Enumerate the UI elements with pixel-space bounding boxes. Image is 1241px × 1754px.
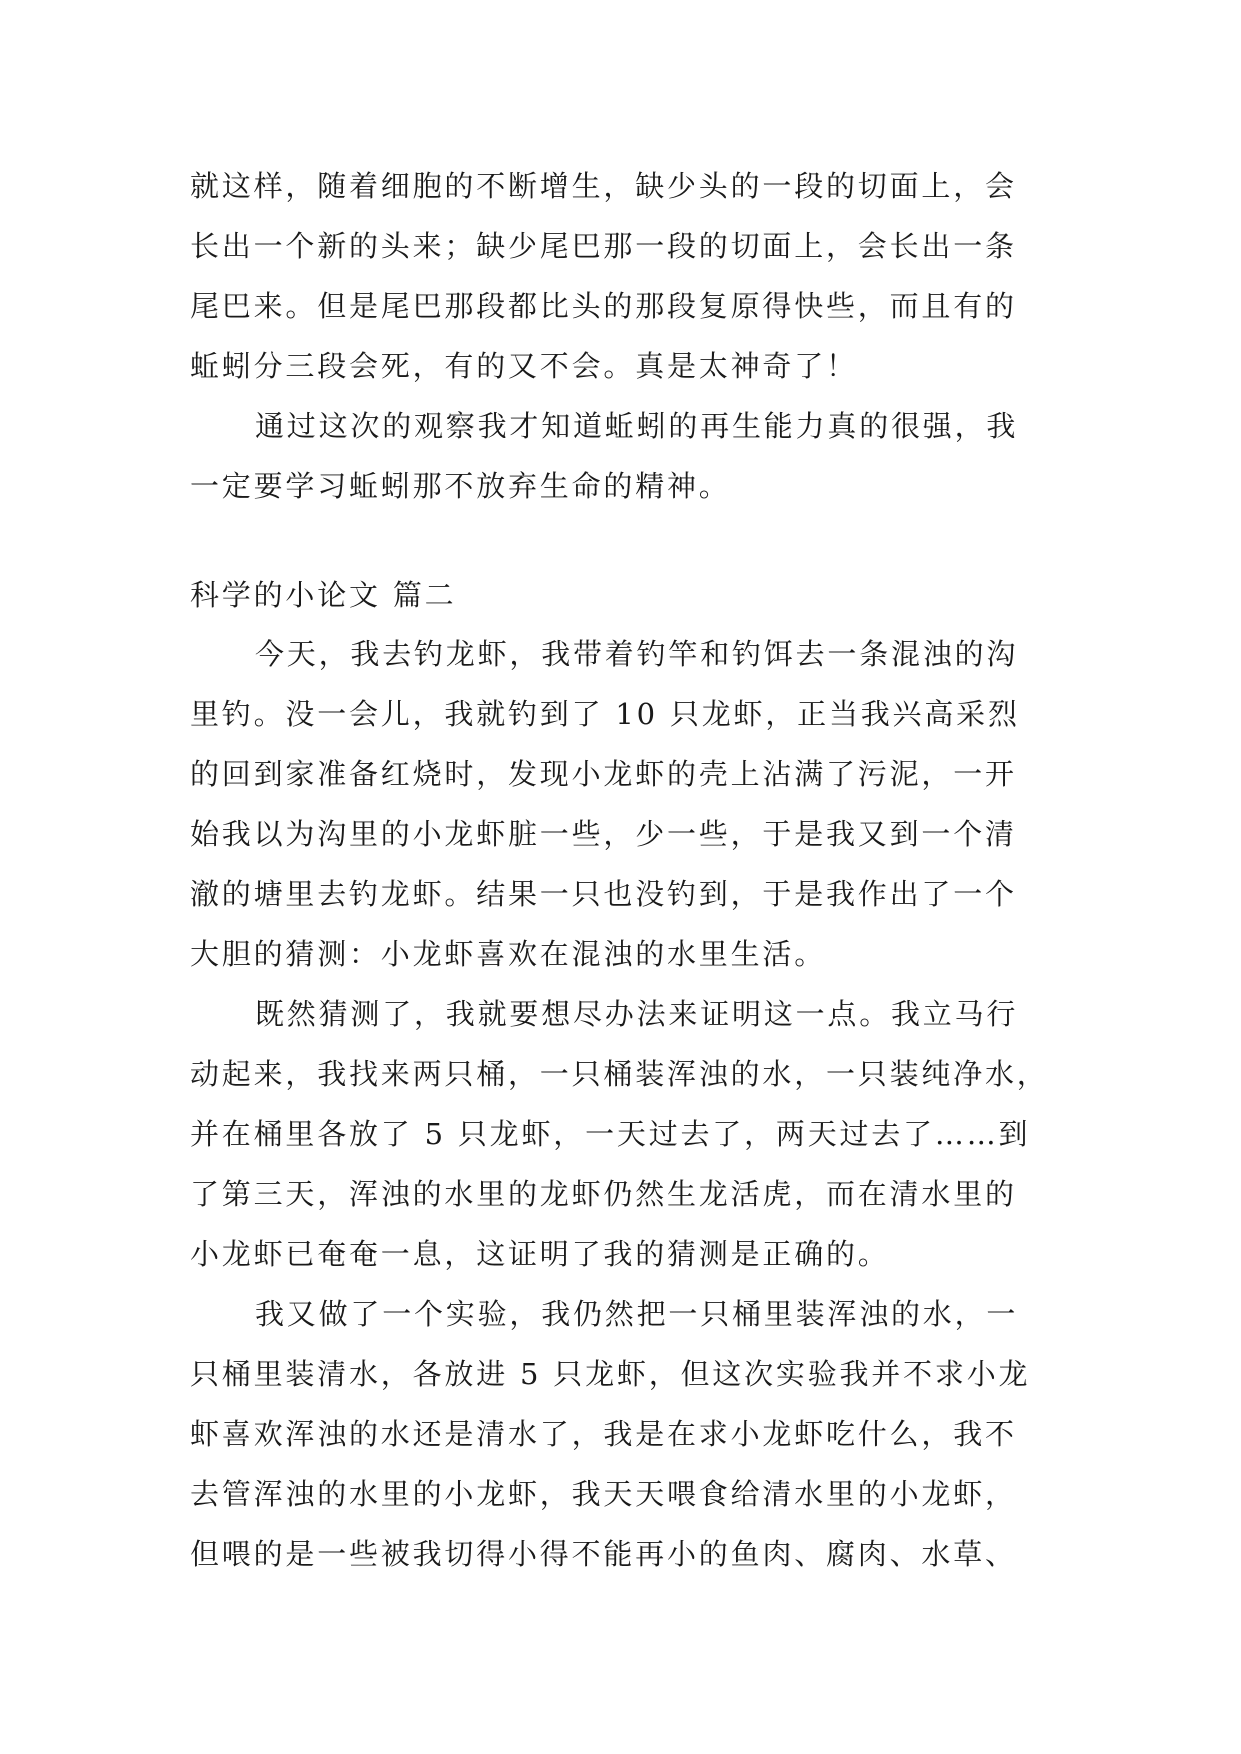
text-line: 尾巴来。但是尾巴那段都比头的那段复原得快些，而且有的 [190,289,1017,323]
text-line: 蚯蚓分三段会死，有的又不会。真是太神奇了！ [190,349,858,383]
text-line: 的回到家准备红烧时，发现小龙虾的壳上沾满了污泥，一开 [190,757,1017,791]
text-line: 去管浑浊的水里的小龙虾，我天天喂食给清水里的小龙虾， [190,1477,1017,1511]
text-line: 一定要学习蚯蚓那不放弃生命的精神。 [190,469,731,503]
text-line: 小龙虾已奄奄一息，这证明了我的猜测是正确的。 [190,1237,890,1271]
text-line: 并在桶里各放了 5 只龙虾，一天过去了，两天过去了……到 [190,1117,1031,1151]
text-line: 始我以为沟里的小龙虾脏一些，少一些，于是我又到一个清 [190,817,1017,851]
text-line: 我又做了一个实验，我仍然把一只桶里装浑浊的水，一 [255,1297,1019,1331]
text-line: 今天，我去钓龙虾，我带着钓竿和钓饵去一条混浊的沟 [255,637,1019,671]
text-line: 长出一个新的头来；缺少尾巴那一段的切面上，会长出一条 [190,229,1017,263]
text-line: 虾喜欢浑浊的水还是清水了，我是在求小龙虾吃什么，我不 [190,1417,1017,1451]
section-title: 科学的小论文 篇二 [190,578,457,612]
text-line: 既然猜测了，我就要想尽办法来证明这一点。我立马行 [255,997,1019,1031]
text-line: 就这样，随着细胞的不断增生，缺少头的一段的切面上，会 [190,169,1017,203]
text-line: 只桶里装清水，各放进 5 只龙虾，但这次实验我并不求小龙 [190,1357,1031,1391]
text-line: 澈的塘里去钓龙虾。结果一只也没钓到，于是我作出了一个 [190,877,1017,911]
text-line: 动起来，我找来两只桶，一只桶装浑浊的水，一只装纯净水， [190,1057,1049,1091]
text-line: 大胆的猜测：小龙虾喜欢在混浊的水里生活。 [190,937,827,971]
text-line: 里钓。没一会儿，我就钓到了 10 只龙虾，正当我兴高采烈 [190,697,1020,731]
text-line: 但喂的是一些被我切得小得不能再小的鱼肉、腐肉、水草、 [190,1537,1017,1571]
text-line: 了第三天，浑浊的水里的龙虾仍然生龙活虎，而在清水里的 [190,1177,1017,1211]
text-line: 通过这次的观察我才知道蚯蚓的再生能力真的很强，我 [255,409,1019,443]
